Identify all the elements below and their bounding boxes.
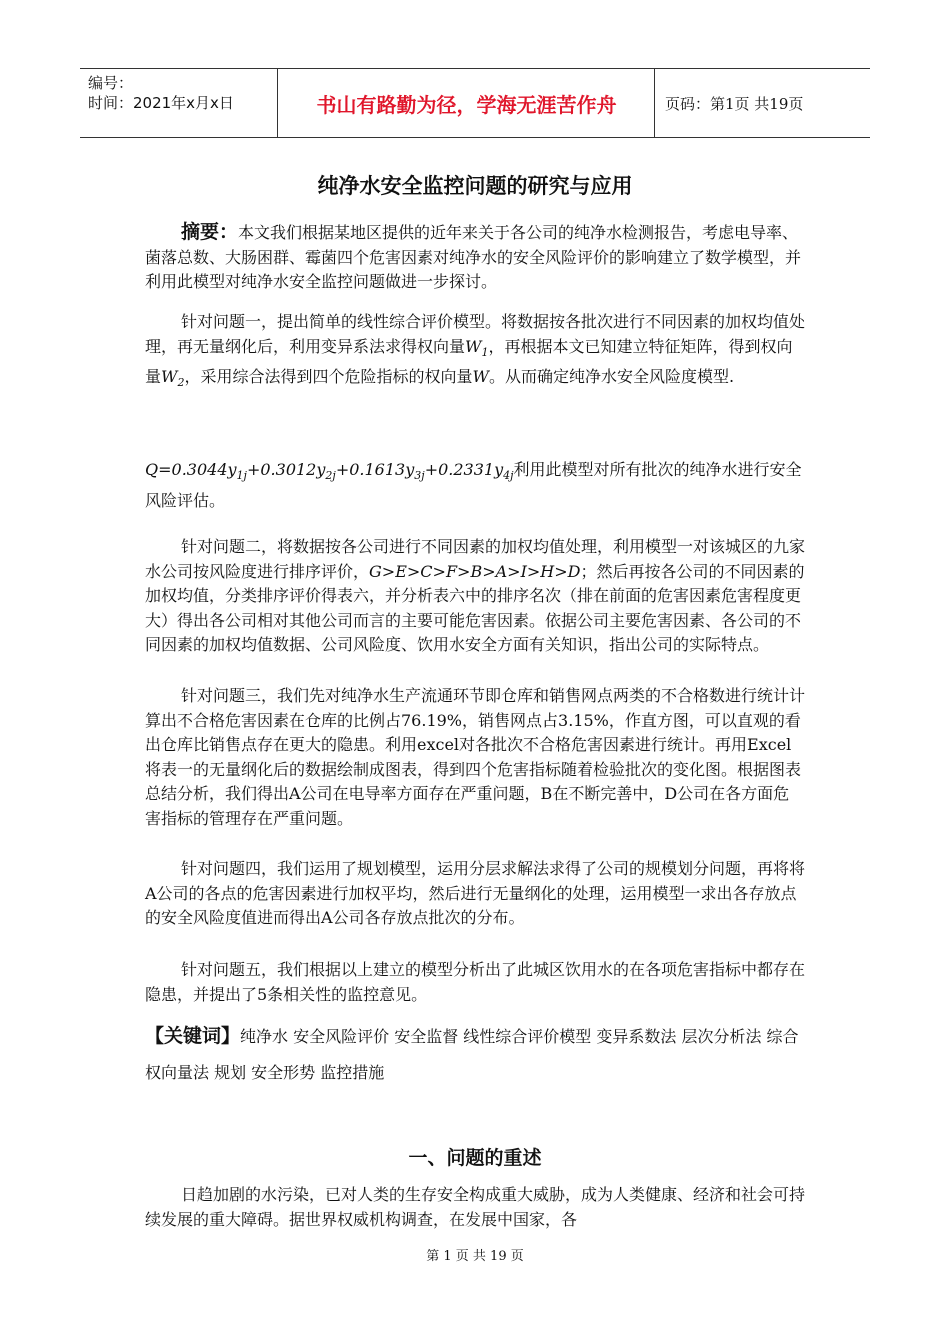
formula-paragraph — [145, 458, 805, 513]
page-info: 页码：第1页 共19页 — [665, 94, 804, 113]
keywords-text: 纯净水 安全风险评价 安全监督 线性综合评价模型 变异系数法 层次分析法 综合权向量法 规划 安全形势 监控措施 — [145, 1027, 799, 1082]
symbol-w2: $W_2$ — [161, 367, 185, 390]
page-footer: 第 1 页 共 19 页 — [426, 1249, 524, 1264]
keywords — [145, 1018, 805, 1091]
ranking-expression: G>E>C>F>B>A>I>H>D — [369, 561, 581, 581]
abstract-paragraph-5: 针对问题四，我们运用了规划模型，运用分层求解法求得了公司的规模划分问题，再将将A公司的各点的危害因素进行加权平均，然后进行无量纲化的处理，运用模型一求出各存放点的安全风险度值进而得出A公司各存放点批次的分布。 — [145, 859, 806, 927]
formula-followup: 利用此模型对所有批次的纯净水进行安全风险评估。 — [145, 460, 802, 510]
keywords-label: 【关键词】 — [145, 1025, 241, 1047]
abstract-paragraph-3 — [145, 535, 805, 658]
symbol-w1: $W_1$ — [465, 336, 489, 359]
abstract-text-3a: 针对问题二，将数据按各公司进行不同因素的加权均值处理，利用模型一对该城区的九家水公司按风险度进行排序评价， — [145, 537, 806, 581]
abstract-label: 摘要： — [181, 221, 239, 243]
code-label: 编号： — [88, 74, 134, 92]
abstract-text-3b: ；然后再按各公司的不同因素的加权均值，分类排序评价得表六，并分析表六中的排序名次（排在前面的危害因素危害程度更大）得出各公司相对其他公司而言的主要可能危害因素。依据公司主要危害因素、各公司的不同因素的加权均值数据、公司风险度、饮用水安全方面有关知识，指出公司的实际特点。 — [145, 561, 805, 654]
abstract-text-2b: ，再根据本文已知建立特征矩阵，得到权向量 — [145, 336, 793, 387]
abstract-paragraph-4: 针对问题三，我们先对纯净水生产流通环节即仓库和销售网点两类的不合格数进行统计计算出不合格危害因素在仓库的比例占76.19%，销售网点占3.15%，作直方图，可以直观的看出仓库比销售点存在更大的隐患。利用excel对各批次不合格危害因素进行统计。再用Excel将表一的无量纲化后的数据绘制成图表，得到四个危害指标随着检验批次的变化图。根据图表总结分析，我们得出A公司在电导率方面存在严重问题，B在不断完善中，D公司在各方面危害指标的管理存在严重问题。 — [145, 686, 806, 828]
abstract-paragraph-2 — [145, 310, 805, 396]
header-table — [80, 68, 870, 138]
abstract-text-2c: ，采用综合法得到四个危险指标的权向量 — [184, 367, 473, 387]
section-title: 一、问题的重述 — [408, 1147, 542, 1169]
abstract-paragraph-1 — [145, 220, 805, 295]
page-title: 纯净水安全监控问题的研究与应用 — [317, 174, 633, 198]
abstract-text-1: 本文我们根据某地区提供的近年来关于各公司的纯净水检测报告，考虑电导率、菌落总数、大肠困群、霉菌四个危害因素对纯净水的安全风险评价的影响建立了数学模型，并利用此模型对纯净水安全监控问题做进一步探讨。 — [145, 223, 802, 291]
abstract-paragraph-6: 针对问题五，我们根据以上建立的模型分析出了此城区饮用水的在各项危害指标中都存在隐患，并提出了5条相关性的监控意见。 — [145, 960, 806, 1004]
abstract-text-2a: 针对问题一，提出简单的线性综合评价模型。将数据按各批次进行不同因素的加权均值处理，再无量纲化后，利用变异系法求得权向量 — [145, 312, 806, 356]
date-label: 时间：2021年x月x日 — [88, 94, 234, 112]
header-meta — [80, 69, 278, 137]
abstract-text-2d: 。从而确定纯净水安全风险度模型. — [488, 367, 735, 387]
section-paragraph-1: 日趋加剧的水污染，已对人类的生存安全构成重大威胁，成为人类健康、经济和社会可持续发展的重大障碍。据世界权威机构调查，在发展中国家，各 — [145, 1185, 806, 1229]
risk-formula: $Q=0.3044y_{1j}+0.3012y_{2j}+0.1613y_{3j}+0.2331y_{4j}$ — [145, 460, 514, 483]
motto: 书山有路勤为径，学海无涯苦作舟 — [279, 69, 655, 137]
symbol-w: W — [472, 367, 489, 387]
